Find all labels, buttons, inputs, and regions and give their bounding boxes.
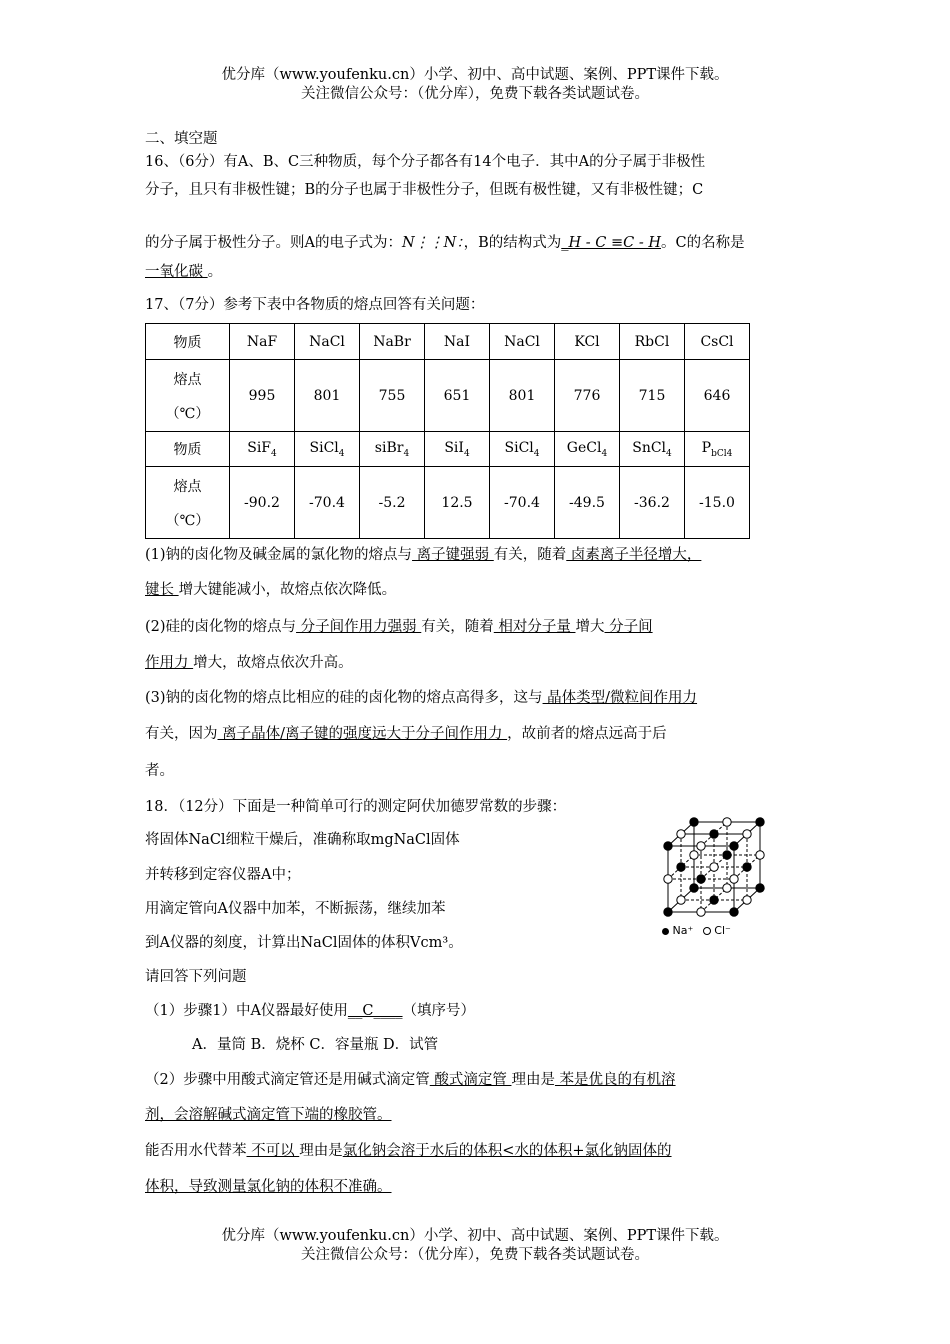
table-cell: 801 bbox=[490, 360, 555, 432]
answer: 分子间 bbox=[604, 619, 653, 635]
table-cell bbox=[295, 432, 360, 467]
footer-line-1: 优分库（www.youfenku.cn）小学、初中、高中试题、案例、PPT课件下载。 bbox=[221, 1228, 729, 1244]
row-label: 物质 bbox=[146, 432, 230, 467]
table-cell: 755 bbox=[360, 360, 425, 432]
q18-ask: 请回答下列问题 bbox=[145, 969, 247, 985]
text: (3)钠的卤化物的熔点比相应的硅的卤化物的熔点高得多，这与 bbox=[145, 690, 543, 706]
table-cell: -90.2 bbox=[230, 467, 295, 539]
na-ion bbox=[756, 818, 764, 826]
table-cell: NaF bbox=[230, 324, 295, 360]
cl-ion bbox=[723, 818, 731, 826]
page-header bbox=[0, 66, 950, 104]
table-cell bbox=[230, 432, 295, 467]
q18-title: 18．（12分）下面是一种简单可行的测定阿伏加德罗常数的步骤： bbox=[145, 799, 567, 815]
cl-ion bbox=[743, 830, 751, 838]
q18-sub2-line1 bbox=[145, 1068, 676, 1089]
text: （1）步骤1）中A仪器最好使用 bbox=[145, 1003, 348, 1019]
na-ion bbox=[730, 908, 738, 916]
q17-part1-line2 bbox=[145, 578, 396, 599]
table-cell: -49.5 bbox=[555, 467, 620, 539]
table-cell: -5.2 bbox=[360, 467, 425, 539]
text: 理由是 bbox=[511, 1072, 555, 1088]
table-cell bbox=[490, 432, 555, 467]
q18-step1-b: 并转移到定容仪器A中； bbox=[145, 867, 301, 883]
cl-ion bbox=[697, 908, 705, 916]
table-cell: 995 bbox=[230, 360, 295, 432]
formula-sub: 4 bbox=[463, 448, 470, 459]
table-cell bbox=[555, 432, 620, 467]
q16-text-c: 。C的名称是 bbox=[661, 235, 745, 251]
table-cell: 715 bbox=[620, 360, 685, 432]
section-title: 二、填空题 bbox=[145, 131, 218, 147]
na-ion bbox=[664, 842, 672, 850]
table-cell bbox=[425, 432, 490, 467]
answer: 剂，会溶解碱式滴定管下端的橡胶管。 bbox=[145, 1107, 392, 1123]
table-cell: CsCl bbox=[685, 324, 750, 360]
melting-point-table bbox=[145, 323, 750, 539]
formula-sub: 4 bbox=[403, 448, 410, 459]
q16-line-4 bbox=[145, 260, 222, 281]
cl-ion bbox=[677, 830, 685, 838]
cl-ion bbox=[723, 884, 731, 892]
answer: 分子间作用力强弱 bbox=[296, 619, 422, 635]
cl-ion bbox=[710, 863, 718, 871]
q18-sub3-line2 bbox=[145, 1175, 392, 1196]
text: ，故前者的熔点远高于后 bbox=[507, 726, 667, 742]
c-name-answer: 一氧化碳 bbox=[145, 264, 208, 280]
table-cell: 12.5 bbox=[425, 467, 490, 539]
table-cell: RbCl bbox=[620, 324, 685, 360]
q17-part3-line3: 者。 bbox=[145, 763, 174, 779]
table-cell: 651 bbox=[425, 360, 490, 432]
answer: 苯是优良的有机溶 bbox=[554, 1072, 676, 1088]
q17-part2-line1 bbox=[145, 615, 653, 636]
table-cell: NaCl bbox=[295, 324, 360, 360]
na-ion bbox=[690, 884, 698, 892]
cl-ion bbox=[756, 851, 764, 859]
legend-na-label: Na⁺ bbox=[672, 924, 694, 937]
cl-ion-icon bbox=[703, 927, 711, 935]
answer: 作用力 bbox=[145, 655, 194, 671]
na-ion bbox=[697, 875, 705, 883]
q16-text-b: ，B的结构式为 bbox=[463, 235, 562, 251]
footer-line-2: 关注微信公众号：（优分库），免费下载各类试题试卷。 bbox=[301, 1247, 649, 1263]
na-ion bbox=[756, 884, 764, 892]
formula-base: SiF bbox=[247, 439, 272, 456]
table-cell bbox=[620, 432, 685, 467]
row-label: 物质 bbox=[146, 324, 230, 360]
na-ion bbox=[723, 851, 731, 859]
q17-part1-line1 bbox=[145, 543, 701, 564]
na-ion-icon bbox=[662, 928, 669, 935]
answer: 氯化钠会溶于水后的体积<水的体积+氯化钠固体的 bbox=[342, 1143, 672, 1159]
label-top: 熔点 bbox=[173, 478, 202, 495]
text: (1)钠的卤化物及碱金属的氯化物的熔点与 bbox=[145, 547, 413, 563]
q17-part3-line2 bbox=[145, 722, 667, 743]
na-ion bbox=[677, 863, 685, 871]
answer: 晶体类型/微粒间作用力 bbox=[542, 690, 698, 706]
row-label bbox=[146, 467, 230, 539]
table-cell: -70.4 bbox=[490, 467, 555, 539]
label-top: 熔点 bbox=[173, 371, 202, 388]
table-cell: 776 bbox=[555, 360, 620, 432]
text: 增大，故熔点依次升高。 bbox=[193, 655, 353, 671]
a-electron-formula: N⋮⋮N： bbox=[401, 235, 464, 251]
na-ion bbox=[730, 842, 738, 850]
text: 有关，随着 bbox=[493, 547, 567, 563]
table-cell: 801 bbox=[295, 360, 360, 432]
formula-sub: 4 bbox=[666, 448, 672, 459]
q17-part3-line1 bbox=[145, 686, 697, 707]
formula-base: SiCl bbox=[504, 439, 534, 456]
table-cell: NaI bbox=[425, 324, 490, 360]
q17-part2-line2 bbox=[145, 651, 353, 672]
formula-sub: bCl4 bbox=[711, 448, 733, 459]
table-row bbox=[146, 432, 750, 467]
label-bottom: （℃） bbox=[165, 405, 210, 422]
q18-step1-a: 将固体NaCl细粒干燥后，准确称取mgNaCl固体 bbox=[145, 832, 460, 848]
q18-step2-a: 用滴定管向A仪器中加苯，不断振荡，继续加苯 bbox=[145, 901, 446, 917]
answer: 离子晶体/离子键的强度远大于分子间作用力 bbox=[217, 726, 508, 742]
text: 增大 bbox=[575, 619, 605, 635]
table-cell: 646 bbox=[685, 360, 750, 432]
q16-line-1: 16、（6分）有A、B、C三种物质，每个分子都各有14个电子．其中A的分子属于非极性 bbox=[145, 154, 706, 170]
q18-options: A．量筒 B．烧杯 C．容量瓶 D．试管 bbox=[192, 1037, 439, 1053]
table-cell: NaCl bbox=[490, 324, 555, 360]
table-cell: -15.0 bbox=[685, 467, 750, 539]
page-footer bbox=[0, 1227, 950, 1265]
formula-base: SiI bbox=[444, 439, 464, 456]
cl-ion bbox=[697, 842, 705, 850]
answer: 酸式滴定管 bbox=[429, 1072, 512, 1088]
header-line-1: 优分库（www.youfenku.cn）小学、初中、高中试题、案例、PPT课件下载。 bbox=[221, 67, 729, 83]
formula-sub: 4 bbox=[271, 448, 277, 459]
row-label bbox=[146, 360, 230, 432]
b-structural-formula: _H - C ≡C - H bbox=[561, 235, 661, 251]
cl-ion bbox=[690, 851, 698, 859]
answer: 卤素离子半径增大， bbox=[566, 547, 702, 563]
answer: 体积，导致测量氯化钠的体积不准确。 bbox=[145, 1179, 392, 1195]
q18-sub3-line1 bbox=[145, 1139, 672, 1160]
text: (2)硅的卤化物的熔点与 bbox=[145, 619, 297, 635]
q16-end: 。 bbox=[207, 264, 223, 280]
legend-cl-label: Cl⁻ bbox=[714, 924, 731, 937]
cl-ion bbox=[730, 875, 738, 883]
q16-text-a: 的分子属于极性分子。则A的电子式为： bbox=[145, 235, 402, 251]
formula-base: SnCl bbox=[632, 439, 667, 456]
q16-line-3 bbox=[145, 231, 745, 252]
cl-ion bbox=[677, 896, 685, 904]
q17-title: 17、（7分）参考下表中各物质的熔点回答有关问题： bbox=[145, 297, 485, 313]
text: 能否用水代替苯 bbox=[145, 1143, 247, 1159]
cl-ion bbox=[664, 875, 672, 883]
answer: 离子键强弱 bbox=[412, 547, 494, 563]
table-row bbox=[146, 360, 750, 432]
table-row bbox=[146, 467, 750, 539]
na-ion bbox=[690, 818, 698, 826]
na-ion bbox=[664, 908, 672, 916]
answer: 键长 bbox=[145, 582, 179, 598]
formula-sub: 4 bbox=[533, 448, 540, 459]
answer: 不可以 bbox=[246, 1143, 300, 1159]
answer: __C____ bbox=[347, 1003, 403, 1019]
formula-base: GeCl bbox=[566, 439, 602, 456]
cl-ion bbox=[743, 896, 751, 904]
na-ion bbox=[710, 896, 718, 904]
q18-step2-b: 到A仪器的刻度，计算出NaCl固体的体积Vcm³。 bbox=[145, 935, 463, 951]
formula-base: siBr bbox=[374, 439, 404, 456]
answer: 相对分子量 bbox=[493, 619, 576, 635]
table-cell: KCl bbox=[555, 324, 620, 360]
table-row bbox=[146, 324, 750, 360]
crystal-legend bbox=[662, 924, 731, 937]
table-cell: -70.4 bbox=[295, 467, 360, 539]
text: （填序号） bbox=[402, 1003, 476, 1019]
formula-base: P bbox=[701, 439, 712, 456]
table-cell bbox=[360, 432, 425, 467]
text: 有关，随着 bbox=[421, 619, 494, 635]
formula-sub: 4 bbox=[601, 448, 608, 459]
table-cell bbox=[685, 432, 750, 467]
text: 增大键能减小，故熔点依次降低。 bbox=[178, 582, 397, 598]
na-ion bbox=[710, 830, 718, 838]
nacl-crystal-figure bbox=[660, 796, 785, 946]
q16-line-2: 分子，且只有非极性键；B的分子也属于非极性分子，但既有极性键，又有非极性键；C bbox=[145, 182, 704, 198]
q18-sub1 bbox=[145, 999, 475, 1020]
text: 有关，因为 bbox=[145, 726, 218, 742]
table-cell: NaBr bbox=[360, 324, 425, 360]
text: 理由是 bbox=[299, 1143, 343, 1159]
label-bottom: （℃） bbox=[165, 512, 210, 529]
header-line-2: 关注微信公众号：（优分库），免费下载各类试题试卷。 bbox=[301, 86, 649, 102]
formula-base: SiCl bbox=[309, 439, 339, 456]
na-ion bbox=[743, 863, 751, 871]
formula-sub: 4 bbox=[338, 448, 345, 459]
text: （2）步骤中用酸式滴定管还是用碱式滴定管 bbox=[145, 1072, 430, 1088]
table-cell: -36.2 bbox=[620, 467, 685, 539]
q18-sub2-line2 bbox=[145, 1103, 392, 1124]
